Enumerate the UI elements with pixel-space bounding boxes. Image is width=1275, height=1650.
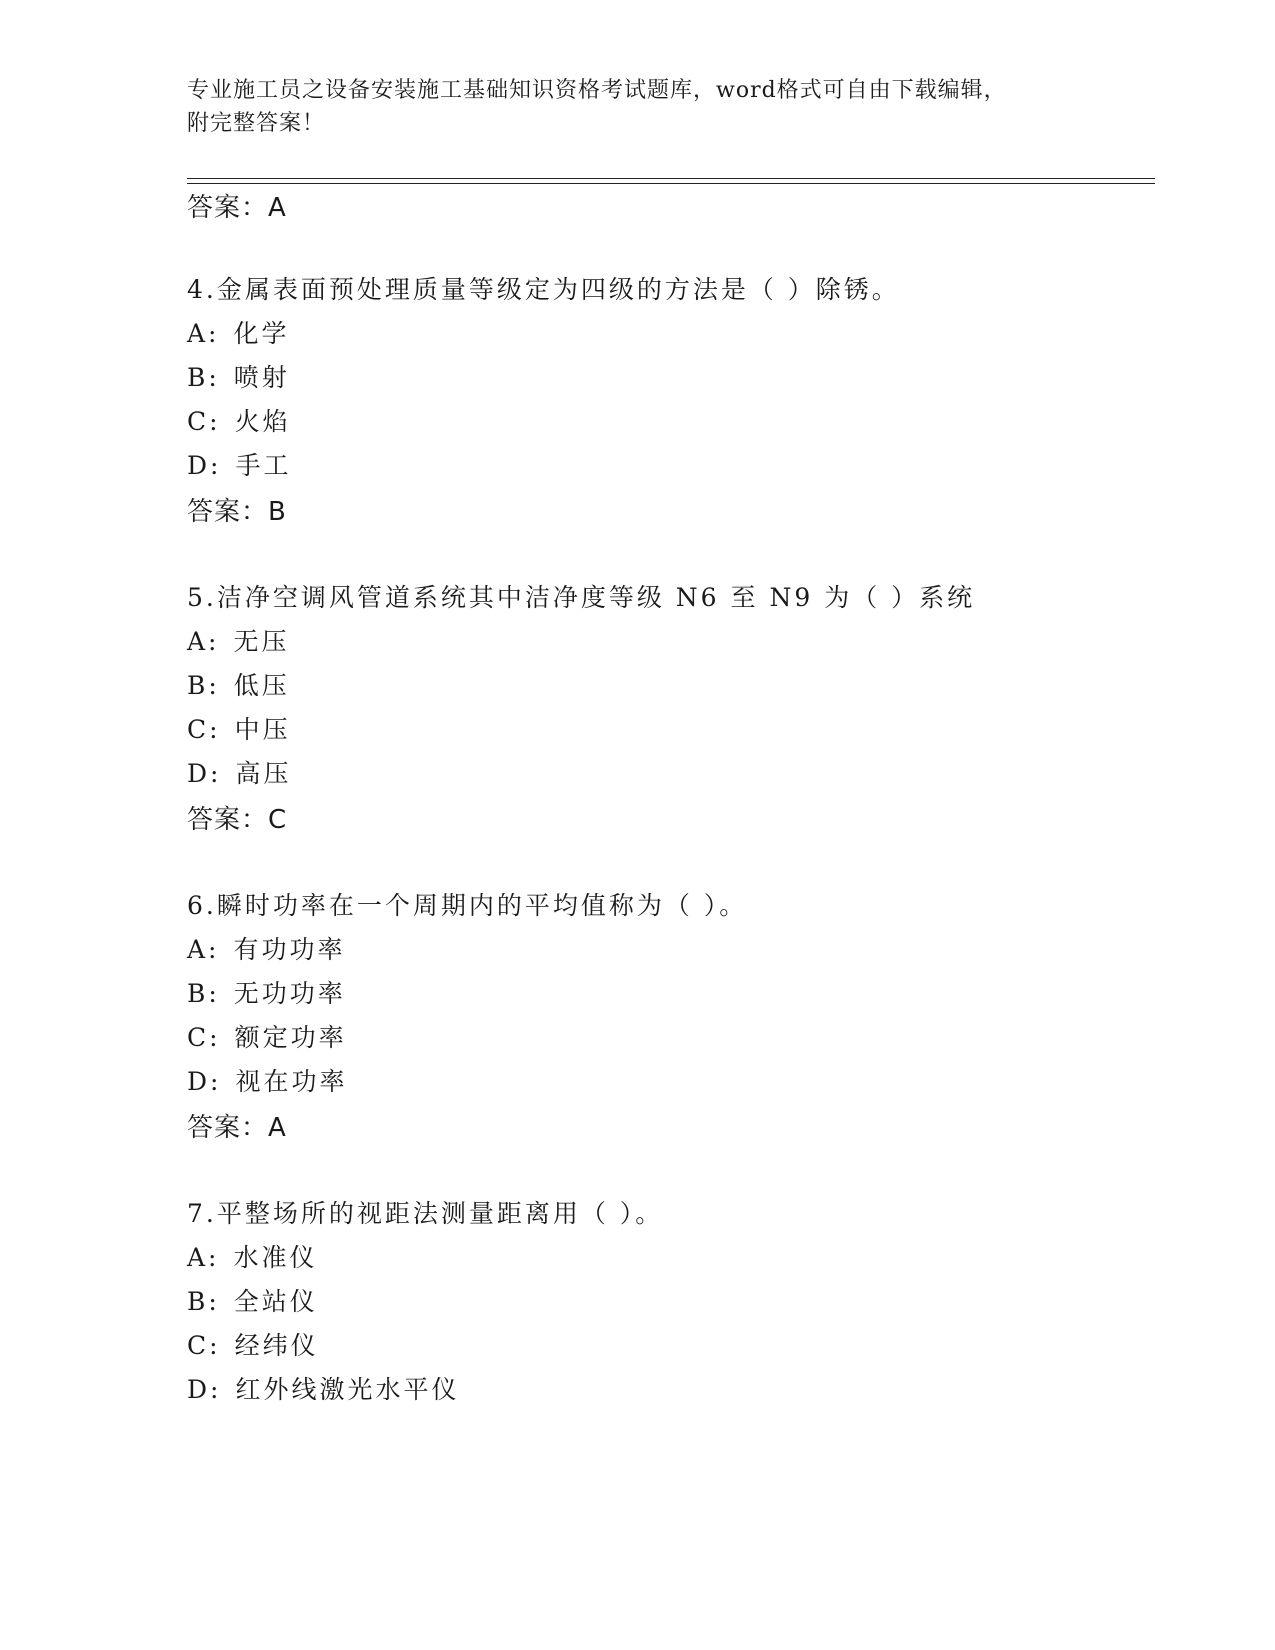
option-text: 高压	[235, 759, 292, 788]
option-text: 低压	[233, 671, 290, 700]
question-7-option-c	[187, 1330, 319, 1362]
question-7-stem: 7.平整场所的视距法测量距离用（ ）。	[187, 1199, 664, 1228]
option-key: B:	[187, 1287, 220, 1316]
option-text: 无功功率	[233, 979, 346, 1008]
option-key: C:	[187, 715, 221, 744]
option-key: B:	[187, 671, 220, 700]
option-key: A:	[187, 935, 220, 964]
question-6-option-b	[187, 978, 346, 1010]
header-divider-top	[187, 178, 1155, 179]
question-7-option-d	[187, 1374, 459, 1406]
option-text: 化学	[233, 319, 290, 348]
option-key: B:	[187, 363, 220, 392]
option-key: A:	[187, 1243, 220, 1272]
question-5-option-a	[187, 626, 290, 658]
question-4-option-c	[187, 406, 291, 438]
option-text: 额定功率	[234, 1023, 347, 1052]
option-key: D:	[187, 451, 222, 480]
question-5-option-c	[187, 714, 291, 746]
question-4-stem: 4.金属表面预处理质量等级定为四级的方法是（ ）除锈。	[187, 275, 900, 304]
question-4-option-d	[187, 450, 291, 482]
option-text: 手工	[235, 451, 292, 480]
option-text: 无压	[233, 627, 290, 656]
header-line-1: 专业施工员之设备安装施工基础知识资格考试题库，word格式可自由下载编辑，	[187, 78, 1007, 103]
option-text: 有功功率	[233, 935, 346, 964]
option-key: C:	[187, 407, 221, 436]
option-key: C:	[187, 1023, 221, 1052]
question-6-stem: 6.瞬时功率在一个周期内的平均值称为（ ）。	[187, 891, 748, 920]
question-7-option-a	[187, 1242, 318, 1274]
option-text: 喷射	[233, 363, 290, 392]
question-6-option-a	[187, 934, 346, 966]
document-header	[187, 74, 1067, 140]
option-text: 全站仪	[233, 1287, 318, 1316]
question-4-answer: 答案：B	[187, 497, 287, 527]
header-line-2: 附完整答案！	[187, 111, 326, 136]
option-key: C:	[187, 1331, 221, 1360]
option-key: D:	[187, 759, 222, 788]
option-text: 视在功率	[235, 1067, 348, 1096]
option-text: 水准仪	[233, 1243, 318, 1272]
question-4-option-b	[187, 362, 290, 394]
question-6-option-c	[187, 1022, 347, 1054]
option-key: D:	[187, 1067, 222, 1096]
question-5-option-d	[187, 758, 291, 790]
question-5-option-b	[187, 670, 290, 702]
question-6-answer: 答案：A	[187, 1113, 287, 1143]
option-key: A:	[187, 627, 220, 656]
option-text: 中压	[234, 715, 291, 744]
option-key: D:	[187, 1375, 222, 1404]
header-divider-bottom	[187, 183, 1155, 184]
option-text: 火焰	[234, 407, 291, 436]
option-text: 经纬仪	[234, 1331, 319, 1360]
question-4-option-a	[187, 318, 290, 350]
question-5-answer: 答案：C	[187, 805, 288, 835]
question-6-option-d	[187, 1066, 347, 1098]
option-key: A:	[187, 319, 220, 348]
option-key: B:	[187, 979, 220, 1008]
question-5-stem: 5.洁净空调风管道系统其中洁净度等级 N6 至 N9 为（ ）系统	[187, 583, 976, 612]
answer-previous: 答案：A	[187, 193, 287, 223]
question-7-option-b	[187, 1286, 318, 1318]
option-text: 红外线激光水平仪	[235, 1375, 460, 1404]
